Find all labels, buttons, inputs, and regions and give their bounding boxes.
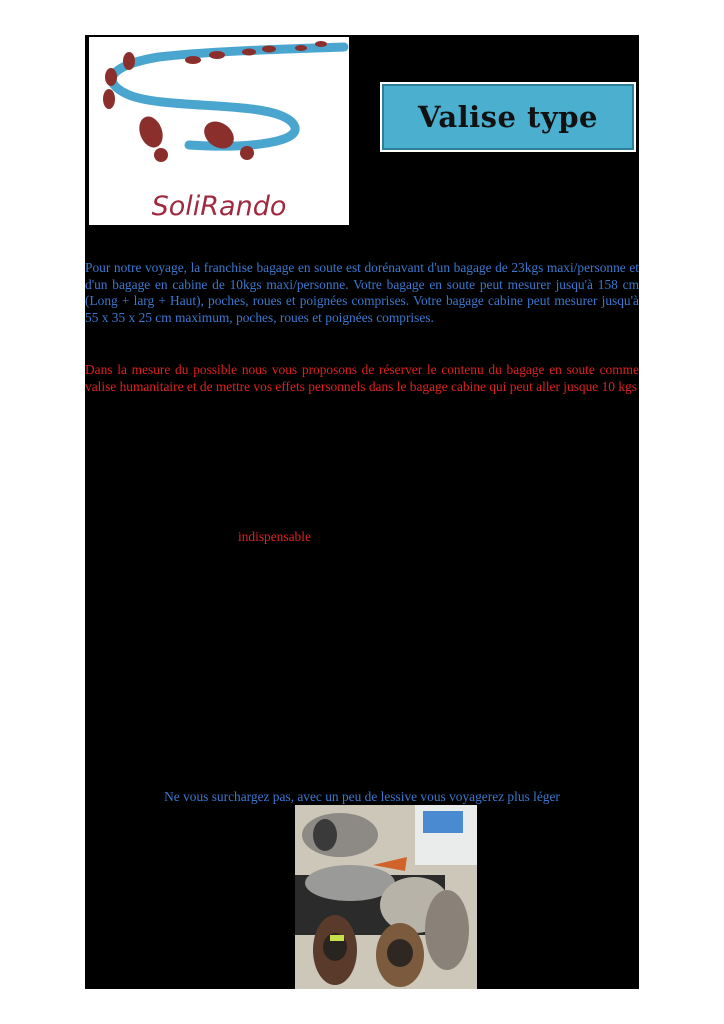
luggage-photo-graphic bbox=[295, 805, 477, 989]
humanitarian-suitcase-paragraph: Dans la mesure du possible nous vous proposons de réserver le contenu du bagage en soute comme valise humanitaire et de mettre vos effets personnels dans le bagage cabine qui peut aller jusque 10 kgs bbox=[85, 362, 639, 394]
document-page bbox=[85, 35, 639, 989]
solirando-logo bbox=[89, 37, 349, 225]
photo-caption: Ne vous surchargez pas, avec un peu de lessive vous voyagerez plus léger bbox=[164, 789, 560, 804]
baggage-allowance-paragraph: Pour notre voyage, la franchise bagage en soute est dorénavant d'un bagage de 23kgs maxi/personne et d'un bagage en cabine de 10kgs maxi/personne. Votre bagage en soute peut mesurer jusqu'à 158 cm (Long + larg + Haut), poches, roues et poignées comprises. Votre bagage cabine peut mesurer jusqu'à 55 x 35 x 25 cm maximum, poches, roues et poignées comprises. bbox=[85, 260, 639, 325]
luggage-photo bbox=[295, 805, 477, 989]
title-banner-inner bbox=[382, 84, 634, 150]
indispensable-label: indispensable bbox=[238, 529, 311, 544]
logo-wordmark: SoliRando bbox=[151, 191, 287, 222]
logo-graphic bbox=[89, 37, 349, 225]
title-banner bbox=[380, 82, 636, 152]
page-title: Valise type bbox=[417, 100, 598, 134]
